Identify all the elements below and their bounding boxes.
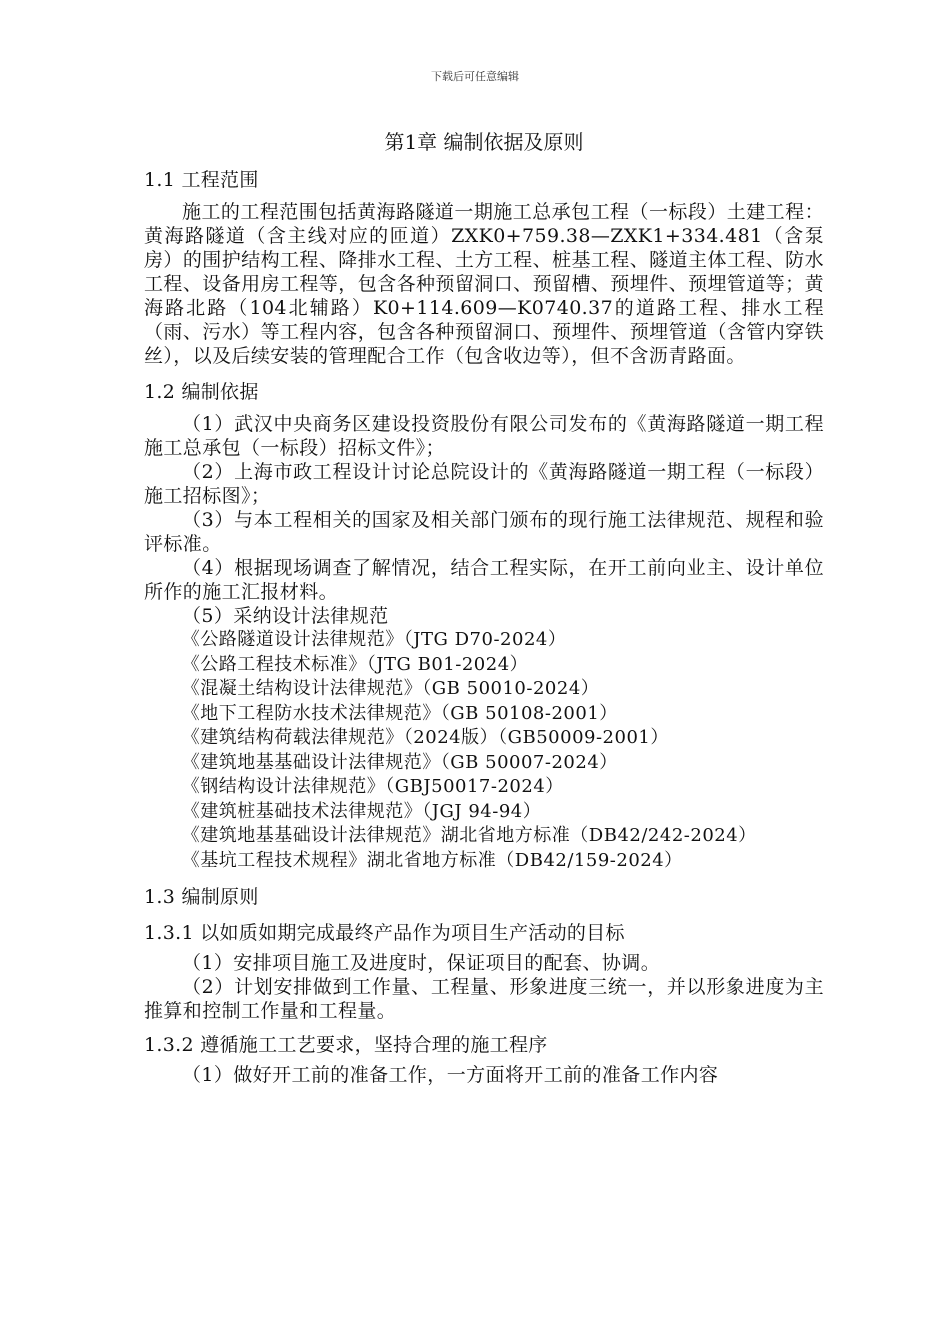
section-heading-1-1: 1.1 工程范围 — [144, 169, 259, 191]
standard-item: 《基坑工程技术规程》湖北省地方标准（DB42/159-2024） — [181, 849, 683, 871]
principle-item: （2）计划安排做到工作量、工程量、形象进度三统一，并以形象进度为主推算和控制工作量和工程量。 — [144, 976, 824, 1022]
principle-item: （1）做好开工前的准备工作，一方面将开工前的准备工作内容 — [182, 1064, 719, 1086]
section-heading-1-2: 1.2 编制依据 — [144, 381, 259, 403]
basis-item-2: （2）上海市政工程设计讨论总院设计的《黄海路隧道一期工程（一标段）施工招标图》； — [144, 461, 824, 507]
standard-item: 《建筑结构荷载法律规范》（2024版）（GB50009-2001） — [181, 727, 669, 748]
standard-item: 《建筑桩基础技术法律规范》（JGJ 94-94） — [181, 800, 542, 822]
basis-item-4: （4）根据现场调查了解情况，结合工程实际，在开工前向业主、设计单位所作的施工汇报材料。 — [144, 557, 824, 603]
standard-item: 《建筑地基基础设计法律规范》（GB 50007-2024） — [181, 751, 618, 773]
standard-item: 《公路隧道设计法律规范》（JTG D70-2024） — [181, 629, 567, 650]
standard-item: 《钢结构设计法律规范》（GBJ50017-2024） — [181, 776, 564, 797]
document-body — [144, 128, 824, 1087]
principle-item: （1）安排项目施工及进度时，保证项目的配套、协调。 — [182, 952, 661, 974]
basis-item-5: （5）采纳设计法律规范 — [182, 605, 389, 627]
standard-item: 《建筑地基基础设计法律规范》湖北省地方标准（DB42/242-2024） — [181, 825, 757, 846]
standard-item: 《混凝土结构设计法律规范》（GB 50010-2024） — [181, 678, 600, 699]
chapter-title: 第1章 编制依据及原则 — [384, 130, 584, 154]
standard-item: 《地下工程防水技术法律规范》（GB 50108-2001） — [181, 702, 618, 724]
basis-item-3: （3）与本工程相关的国家及相关部门颁布的现行施工法律规范、规程和验评标准。 — [144, 509, 824, 555]
section-heading-1-3-1: 1.3.1 以如质如期完成最终产品作为项目生产活动的目标 — [144, 922, 625, 944]
basis-item-1: （1）武汉中央商务区建设投资股份有限公司发布的《黄海路隧道一期工程施工总承包（一标段）招标文件》； — [144, 413, 824, 459]
standard-item: 《公路工程技术标准》（JTG B01-2024） — [181, 653, 529, 675]
section-heading-1-3-2: 1.3.2 遵循施工工艺要求，坚持合理的施工程序 — [144, 1034, 548, 1056]
section-heading-1-3: 1.3 编制原则 — [144, 886, 259, 908]
section-1-1-body: 施工的工程范围包括黄海路隧道一期施工总承包工程（一标段）土建工程：黄海路隧道（含主线对应的匝道）ZXK0+759.38—ZXK1+334.481（含泵房）的围护结构工程、降排水工程、土方工程、桩基工程、隧道主体工程、防水工程、设备用房工程等，包含各种预留洞口、预留槽、预埋件、预埋管道等；黄海路北路（104北辅路）K0+114.609—K0740.37的道路工程、排水工程（雨、污水）等工程内容，包含各种预留洞口、预埋件、预埋管道（含管内穿铁丝），以及后续安装的管理配合工作（包含收边等），但不含沥青路面。 — [144, 201, 824, 367]
page-header-note: 下载后可任意编辑 — [431, 70, 519, 83]
